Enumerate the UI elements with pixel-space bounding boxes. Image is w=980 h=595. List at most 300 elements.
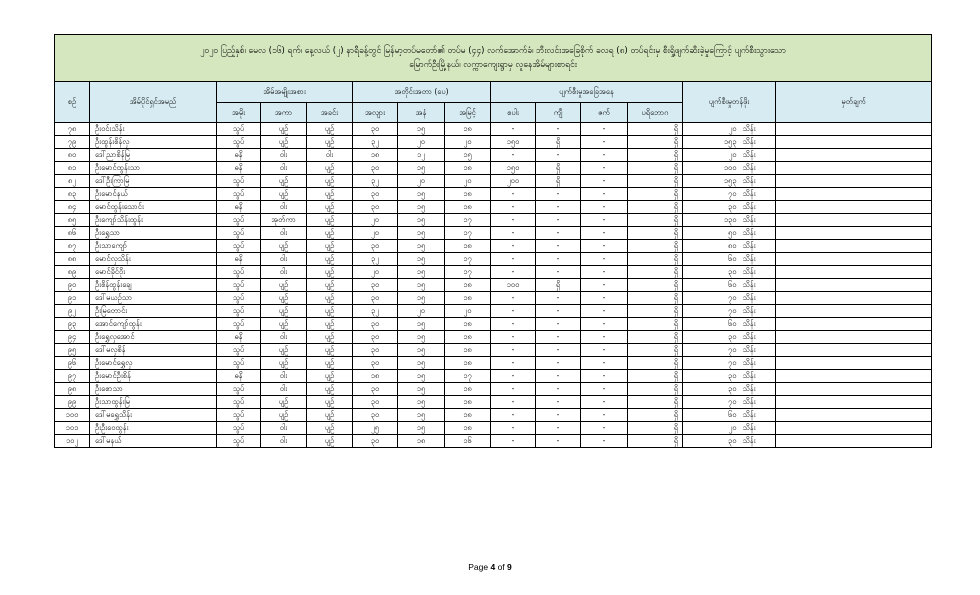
cell-shelf: - bbox=[581, 214, 628, 227]
cell-wall: အုတ်ကာ bbox=[261, 214, 307, 227]
cell-floor: ဝါး bbox=[307, 149, 353, 162]
cell-width: ၁၅ bbox=[398, 227, 445, 240]
table-row bbox=[55, 357, 932, 370]
table-row bbox=[55, 344, 932, 357]
table-row bbox=[55, 305, 932, 318]
cell-granary: - bbox=[536, 149, 581, 162]
cell-row-no: ၈၁ bbox=[55, 162, 90, 175]
header-size: အတိုင်းအတာ (ပေ) bbox=[353, 82, 491, 103]
cell-length: ၂၅ bbox=[353, 422, 398, 435]
cell-granary: - bbox=[536, 357, 581, 370]
cell-row-no: ၉၉ bbox=[55, 396, 90, 409]
cell-granary: - bbox=[536, 214, 581, 227]
footer-of-label: of bbox=[497, 562, 505, 572]
table-body bbox=[55, 123, 932, 448]
cell-height: ၁၈ bbox=[445, 318, 491, 331]
cell-shelf: - bbox=[581, 305, 628, 318]
cell-granary: - bbox=[536, 422, 581, 435]
cell-roof: ဓနိ bbox=[217, 331, 261, 344]
cell-owner-name: ဦးဦးဝေထွန်း bbox=[90, 422, 217, 435]
cell-owner-name: ဦးမောင်ဦးစိန် bbox=[90, 370, 217, 383]
cell-row-no: ၇၈ bbox=[55, 123, 90, 136]
cell-length: ၃၀ bbox=[353, 409, 398, 422]
value-unit: သိန်း bbox=[742, 124, 756, 133]
table-row bbox=[55, 409, 932, 422]
cell-paddy: - bbox=[491, 357, 536, 370]
cell-value bbox=[683, 370, 776, 383]
cell-remarks bbox=[776, 396, 932, 409]
cell-shelf: - bbox=[581, 370, 628, 383]
cell-wall: ပျဉ် bbox=[261, 409, 307, 422]
cell-granary: - bbox=[536, 305, 581, 318]
cell-height: ၁၇ bbox=[445, 227, 491, 240]
cell-owner-name: ဦးသာကျော် bbox=[90, 240, 217, 253]
cell-remarks bbox=[776, 162, 932, 175]
cell-floor: ပျဉ် bbox=[307, 370, 353, 383]
title-line-1: ၂၀၂၀ ပြည့်နှစ်၊ မေလ (၁၆) ရက်၊ နေ့လယ် (၂) နာရီခန့်တွင် မြန်မာ့တပ်မတော်၏ တပ်မ (၄၄) လက်အောက်ခံ၊ ဘီးလင်းအခြေစိုက် ခလရ (၈) တပ်ရင်းမှ စီးရှို့ဖျက်ဆီးခဲ့မှုကြောင့် ပျက်စီးသွားသော bbox=[200, 46, 786, 56]
cell-roof: သွပ် bbox=[217, 422, 261, 435]
cell-floor: ပျဉ် bbox=[307, 136, 353, 149]
cell-furniture: ရှိ bbox=[628, 149, 683, 162]
cell-width: ၁၅ bbox=[398, 344, 445, 357]
value-amount: ၇၀ bbox=[728, 358, 737, 367]
cell-granary: - bbox=[536, 344, 581, 357]
value-amount: ၁၀၀ bbox=[723, 163, 737, 172]
cell-granary: - bbox=[536, 253, 581, 266]
cell-length: ၃၂ bbox=[353, 175, 398, 188]
cell-paddy: - bbox=[491, 123, 536, 136]
cell-length: ၃၀ bbox=[353, 201, 398, 214]
cell-length: ၁၈ bbox=[353, 149, 398, 162]
cell-roof: သွပ် bbox=[217, 292, 261, 305]
cell-wall: ပျဉ် bbox=[261, 136, 307, 149]
cell-roof: ဓနိ bbox=[217, 370, 261, 383]
cell-value bbox=[683, 201, 776, 214]
cell-owner-name: ဒေါ်မလှစိန် bbox=[90, 344, 217, 357]
header-furniture: ပရိဘောဂ bbox=[628, 103, 683, 123]
cell-length: ၃၀ bbox=[353, 331, 398, 344]
cell-paddy: - bbox=[491, 253, 536, 266]
value-unit: သိန်း bbox=[742, 345, 756, 354]
value-amount: ၁၃၀ bbox=[723, 215, 737, 224]
cell-paddy: - bbox=[491, 409, 536, 422]
table-row bbox=[55, 123, 932, 136]
cell-shelf: - bbox=[581, 292, 628, 305]
value-unit: သိန်း bbox=[742, 423, 756, 432]
cell-row-no: ၉၁ bbox=[55, 292, 90, 305]
cell-height: ၁၆ bbox=[445, 435, 491, 448]
cell-shelf: - bbox=[581, 123, 628, 136]
cell-furniture: ရှိ bbox=[628, 370, 683, 383]
cell-length: ၃၀ bbox=[353, 357, 398, 370]
value-unit: သိန်း bbox=[742, 319, 756, 328]
cell-width: ၁၅ bbox=[398, 123, 445, 136]
cell-height: ၁၈ bbox=[445, 279, 491, 292]
cell-floor: ပျဉ် bbox=[307, 383, 353, 396]
cell-height: ၂၀ bbox=[445, 305, 491, 318]
header-remarks: မှတ်ချက် bbox=[776, 82, 932, 123]
cell-shelf: - bbox=[581, 357, 628, 370]
value-unit: သိန်း bbox=[742, 163, 756, 172]
cell-width: ၁၅ bbox=[398, 318, 445, 331]
cell-wall: ပျဉ် bbox=[261, 175, 307, 188]
cell-value bbox=[683, 279, 776, 292]
header-granary: ကျီ bbox=[536, 103, 581, 123]
cell-furniture: ရှိ bbox=[628, 240, 683, 253]
cell-roof: သွပ် bbox=[217, 383, 261, 396]
table-row bbox=[55, 188, 932, 201]
cell-length: ၃၂ bbox=[353, 253, 398, 266]
cell-roof: သွပ် bbox=[217, 357, 261, 370]
cell-row-no: ၈၈ bbox=[55, 253, 90, 266]
cell-granary: - bbox=[536, 240, 581, 253]
cell-shelf: - bbox=[581, 383, 628, 396]
cell-owner-name: ဦးသာထွန်းမြ bbox=[90, 396, 217, 409]
cell-paddy: - bbox=[491, 149, 536, 162]
cell-value bbox=[683, 318, 776, 331]
table-row bbox=[55, 240, 932, 253]
cell-floor: ပျဉ် bbox=[307, 435, 353, 448]
cell-granary: - bbox=[536, 292, 581, 305]
cell-shelf: - bbox=[581, 188, 628, 201]
cell-width: ၁၅ bbox=[398, 331, 445, 344]
table-row bbox=[55, 396, 932, 409]
cell-granary: ရှိ bbox=[536, 175, 581, 188]
table-row bbox=[55, 162, 932, 175]
cell-shelf: - bbox=[581, 149, 628, 162]
cell-paddy: - bbox=[491, 383, 536, 396]
header-value: ပျက်စီးမှုတန်ဖိုး bbox=[683, 82, 776, 123]
cell-remarks bbox=[776, 175, 932, 188]
cell-owner-name: ဦးကျော်သိန်းထွန်း bbox=[90, 214, 217, 227]
cell-paddy: - bbox=[491, 292, 536, 305]
cell-floor: ပျဉ် bbox=[307, 175, 353, 188]
value-amount: ၇၀ bbox=[728, 306, 737, 315]
value-unit: သိန်း bbox=[742, 436, 756, 445]
header-no: စဉ် bbox=[55, 82, 90, 123]
cell-width: ၁၅ bbox=[398, 370, 445, 383]
cell-owner-name: ဦးစိန်ထွန်းချေ bbox=[90, 279, 217, 292]
cell-granary: ရှိ bbox=[536, 162, 581, 175]
cell-owner-name: ဒေါ်မယဉ်သာ bbox=[90, 292, 217, 305]
cell-width: ၁၅ bbox=[398, 188, 445, 201]
value-unit: သိန်း bbox=[742, 215, 756, 224]
cell-row-no: ၈၀ bbox=[55, 149, 90, 162]
cell-length: ၃၀ bbox=[353, 318, 398, 331]
cell-wall: ဝါး bbox=[261, 331, 307, 344]
cell-floor: ပျဉ် bbox=[307, 253, 353, 266]
cell-granary: - bbox=[536, 318, 581, 331]
cell-row-no: ၉၀ bbox=[55, 279, 90, 292]
cell-height: ၁၅ bbox=[445, 149, 491, 162]
cell-shelf: - bbox=[581, 136, 628, 149]
cell-wall: ပျဉ် bbox=[261, 318, 307, 331]
cell-height: ၁၈ bbox=[445, 188, 491, 201]
value-unit: သိန်း bbox=[742, 137, 756, 146]
cell-shelf: - bbox=[581, 409, 628, 422]
table-row bbox=[55, 266, 932, 279]
header-paddy: စပါး bbox=[491, 103, 536, 123]
cell-paddy: - bbox=[491, 201, 536, 214]
value-amount: ၃၀ bbox=[728, 384, 737, 393]
cell-paddy: - bbox=[491, 266, 536, 279]
cell-granary: - bbox=[536, 331, 581, 344]
cell-width: ၁၅ bbox=[398, 422, 445, 435]
header-floor: အခင်း bbox=[307, 103, 353, 123]
cell-owner-name: မောင်ထွန်းသောင်း bbox=[90, 201, 217, 214]
cell-granary: - bbox=[536, 123, 581, 136]
cell-wall: ဝါး bbox=[261, 162, 307, 175]
footer-page-number: 4 bbox=[490, 562, 496, 572]
cell-height: ၁၈ bbox=[445, 396, 491, 409]
value-amount: ၂၀ bbox=[728, 124, 737, 133]
cell-granary: - bbox=[536, 266, 581, 279]
cell-width: ၁၅ bbox=[398, 240, 445, 253]
cell-owner-name: ဦးရွှေလှအောင် bbox=[90, 331, 217, 344]
cell-wall: ဝါး bbox=[261, 383, 307, 396]
cell-remarks bbox=[776, 201, 932, 214]
cell-roof: သွပ် bbox=[217, 266, 261, 279]
cell-width: ၁၂ bbox=[398, 149, 445, 162]
cell-shelf: - bbox=[581, 318, 628, 331]
cell-remarks bbox=[776, 292, 932, 305]
cell-granary: ရှိ bbox=[536, 279, 581, 292]
cell-row-no: ၉၂ bbox=[55, 305, 90, 318]
cell-furniture: ရှိ bbox=[628, 357, 683, 370]
cell-roof: သွပ် bbox=[217, 240, 261, 253]
table-row bbox=[55, 175, 932, 188]
cell-height: ၂၀ bbox=[445, 136, 491, 149]
cell-remarks bbox=[776, 344, 932, 357]
cell-value bbox=[683, 149, 776, 162]
cell-wall: ဝါး bbox=[261, 201, 307, 214]
cell-shelf: - bbox=[581, 279, 628, 292]
cell-owner-name: ဦးမောင်ရွှေလှ bbox=[90, 357, 217, 370]
cell-length: ၃၀ bbox=[353, 240, 398, 253]
value-unit: သိန်း bbox=[742, 410, 756, 419]
cell-remarks bbox=[776, 188, 932, 201]
value-amount: ၇၀ bbox=[728, 293, 737, 302]
cell-wall: ပျဉ် bbox=[261, 396, 307, 409]
cell-width: ၁၅ bbox=[398, 383, 445, 396]
cell-row-no: ၈၆ bbox=[55, 227, 90, 240]
table-row bbox=[55, 331, 932, 344]
value-amount: ၁၅၃ bbox=[723, 137, 737, 146]
value-unit: သိန်း bbox=[742, 384, 756, 393]
value-amount: ၃၀ bbox=[728, 371, 737, 380]
cell-height: ၂၀ bbox=[445, 175, 491, 188]
cell-length: ၂၀ bbox=[353, 214, 398, 227]
cell-paddy: - bbox=[491, 422, 536, 435]
value-amount: ၂၀ bbox=[728, 150, 737, 159]
cell-owner-name: ဦးမောင်ထွန်းသာ bbox=[90, 162, 217, 175]
cell-remarks bbox=[776, 357, 932, 370]
value-amount: ၃၀ bbox=[728, 436, 737, 445]
cell-row-no: ၈၉ bbox=[55, 266, 90, 279]
cell-shelf: - bbox=[581, 175, 628, 188]
value-amount: ၂၀ bbox=[728, 423, 737, 432]
cell-height: ၁၈ bbox=[445, 201, 491, 214]
cell-shelf: - bbox=[581, 344, 628, 357]
cell-width: ၁၅ bbox=[398, 279, 445, 292]
cell-row-no: ၇၉ bbox=[55, 136, 90, 149]
cell-floor: ပျဉ် bbox=[307, 266, 353, 279]
header-shelf: ဇက် bbox=[581, 103, 628, 123]
cell-row-no: ၈၂ bbox=[55, 175, 90, 188]
table-row bbox=[55, 149, 932, 162]
cell-roof: သွပ် bbox=[217, 175, 261, 188]
cell-floor: ပျဉ် bbox=[307, 188, 353, 201]
cell-furniture: ရှိ bbox=[628, 331, 683, 344]
cell-owner-name: မောင်လှသိန်း bbox=[90, 253, 217, 266]
table-row bbox=[55, 318, 932, 331]
cell-granary: - bbox=[536, 370, 581, 383]
cell-furniture: ရှိ bbox=[628, 279, 683, 292]
cell-wall: ဝါး bbox=[261, 370, 307, 383]
cell-furniture: ရှိ bbox=[628, 409, 683, 422]
cell-furniture: ရှိ bbox=[628, 292, 683, 305]
cell-granary: - bbox=[536, 188, 581, 201]
cell-wall: ပျဉ် bbox=[261, 357, 307, 370]
cell-row-no: ၈၃ bbox=[55, 188, 90, 201]
cell-width: ၂၀ bbox=[398, 305, 445, 318]
cell-length: ၃၀ bbox=[353, 279, 398, 292]
cell-remarks bbox=[776, 435, 932, 448]
cell-height: ၁၈ bbox=[445, 383, 491, 396]
table-row bbox=[55, 253, 932, 266]
cell-row-no: ၈၅ bbox=[55, 214, 90, 227]
cell-value bbox=[683, 227, 776, 240]
cell-roof: သွပ် bbox=[217, 396, 261, 409]
cell-floor: ပျဉ် bbox=[307, 240, 353, 253]
value-amount: ၆၀ bbox=[728, 410, 737, 419]
cell-length: ၃၀ bbox=[353, 383, 398, 396]
cell-floor: ပျဉ် bbox=[307, 227, 353, 240]
cell-shelf: - bbox=[581, 240, 628, 253]
value-amount: ၇၀ bbox=[728, 189, 737, 198]
cell-floor: ပျဉ် bbox=[307, 162, 353, 175]
cell-roof: ဓနိ bbox=[217, 149, 261, 162]
cell-floor: ပျဉ် bbox=[307, 409, 353, 422]
cell-length: ၃၀ bbox=[353, 162, 398, 175]
cell-owner-name: ဒေါ်မရွှေသိန်း bbox=[90, 409, 217, 422]
cell-width: ၁၈ bbox=[398, 435, 445, 448]
cell-furniture: ရှိ bbox=[628, 422, 683, 435]
cell-remarks bbox=[776, 383, 932, 396]
value-unit: သိန်း bbox=[742, 267, 756, 276]
table-row bbox=[55, 370, 932, 383]
cell-row-no: ၉၄ bbox=[55, 331, 90, 344]
cell-wall: ပျဉ် bbox=[261, 292, 307, 305]
cell-remarks bbox=[776, 422, 932, 435]
cell-paddy: ၁၀၀ bbox=[491, 279, 536, 292]
cell-row-no: ၉၇ bbox=[55, 370, 90, 383]
value-amount: ၃၀ bbox=[728, 267, 737, 276]
header-length: အလျား bbox=[353, 103, 398, 123]
cell-remarks bbox=[776, 214, 932, 227]
cell-width: ၁၅ bbox=[398, 266, 445, 279]
value-amount: ၅၀ bbox=[728, 228, 737, 237]
cell-paddy: - bbox=[491, 344, 536, 357]
cell-height: ၁၈ bbox=[445, 162, 491, 175]
cell-height: ၁၈ bbox=[445, 344, 491, 357]
cell-length: ၃၂ bbox=[353, 305, 398, 318]
value-unit: သိန်း bbox=[742, 280, 756, 289]
table-row bbox=[55, 292, 932, 305]
cell-value bbox=[683, 409, 776, 422]
cell-roof: သွပ် bbox=[217, 305, 261, 318]
cell-paddy: - bbox=[491, 240, 536, 253]
damaged-houses-sheet bbox=[54, 34, 931, 448]
cell-wall: ဝါး bbox=[261, 149, 307, 162]
table-row bbox=[55, 383, 932, 396]
cell-shelf: - bbox=[581, 227, 628, 240]
table-row bbox=[55, 214, 932, 227]
cell-paddy: ၁၅၀ bbox=[491, 162, 536, 175]
cell-height: ၁၈ bbox=[445, 123, 491, 136]
cell-remarks bbox=[776, 305, 932, 318]
cell-value bbox=[683, 266, 776, 279]
cell-shelf: - bbox=[581, 331, 628, 344]
value-unit: သိန်း bbox=[742, 358, 756, 367]
table-row bbox=[55, 201, 932, 214]
value-amount: ၆၀ bbox=[728, 254, 737, 263]
cell-row-no: ၉၈ bbox=[55, 383, 90, 396]
cell-width: ၁၅ bbox=[398, 292, 445, 305]
cell-floor: ပျဉ် bbox=[307, 422, 353, 435]
value-amount: ၇၀ bbox=[728, 397, 737, 406]
cell-value bbox=[683, 435, 776, 448]
table-title bbox=[55, 35, 932, 82]
cell-length: ၃၀ bbox=[353, 344, 398, 357]
value-unit: သိန်း bbox=[742, 332, 756, 341]
cell-floor: ပျဉ် bbox=[307, 201, 353, 214]
cell-granary: - bbox=[536, 201, 581, 214]
cell-furniture: ရှိ bbox=[628, 383, 683, 396]
cell-roof: သွပ် bbox=[217, 279, 261, 292]
cell-remarks bbox=[776, 149, 932, 162]
cell-furniture: ရှိ bbox=[628, 188, 683, 201]
value-unit: သိန်း bbox=[742, 189, 756, 198]
cell-roof: သွပ် bbox=[217, 318, 261, 331]
cell-row-no: ၁၀၂ bbox=[55, 435, 90, 448]
cell-furniture: ရှိ bbox=[628, 435, 683, 448]
cell-furniture: ရှိ bbox=[628, 253, 683, 266]
cell-remarks bbox=[776, 253, 932, 266]
cell-furniture: ရှိ bbox=[628, 344, 683, 357]
cell-row-no: ၈၄ bbox=[55, 201, 90, 214]
cell-shelf: - bbox=[581, 266, 628, 279]
value-amount: ၃၀ bbox=[728, 202, 737, 211]
cell-row-no: ၉၅ bbox=[55, 344, 90, 357]
cell-value bbox=[683, 214, 776, 227]
value-unit: သိန်း bbox=[742, 306, 756, 315]
cell-remarks bbox=[776, 266, 932, 279]
cell-value bbox=[683, 422, 776, 435]
cell-owner-name: မောင်ခိုင်ဝိုး bbox=[90, 266, 217, 279]
cell-width: ၂၀ bbox=[398, 136, 445, 149]
cell-shelf: - bbox=[581, 422, 628, 435]
value-unit: သိန်း bbox=[742, 150, 756, 159]
cell-furniture: ရှိ bbox=[628, 227, 683, 240]
cell-paddy: - bbox=[491, 435, 536, 448]
header-house-type: အိမ်အမျိုးအစား bbox=[217, 82, 353, 103]
value-unit: သိန်း bbox=[742, 241, 756, 250]
cell-floor: ပျဉ် bbox=[307, 318, 353, 331]
cell-owner-name: ဦးမောင်နယ် bbox=[90, 188, 217, 201]
cell-roof: သွပ် bbox=[217, 344, 261, 357]
cell-value bbox=[683, 240, 776, 253]
